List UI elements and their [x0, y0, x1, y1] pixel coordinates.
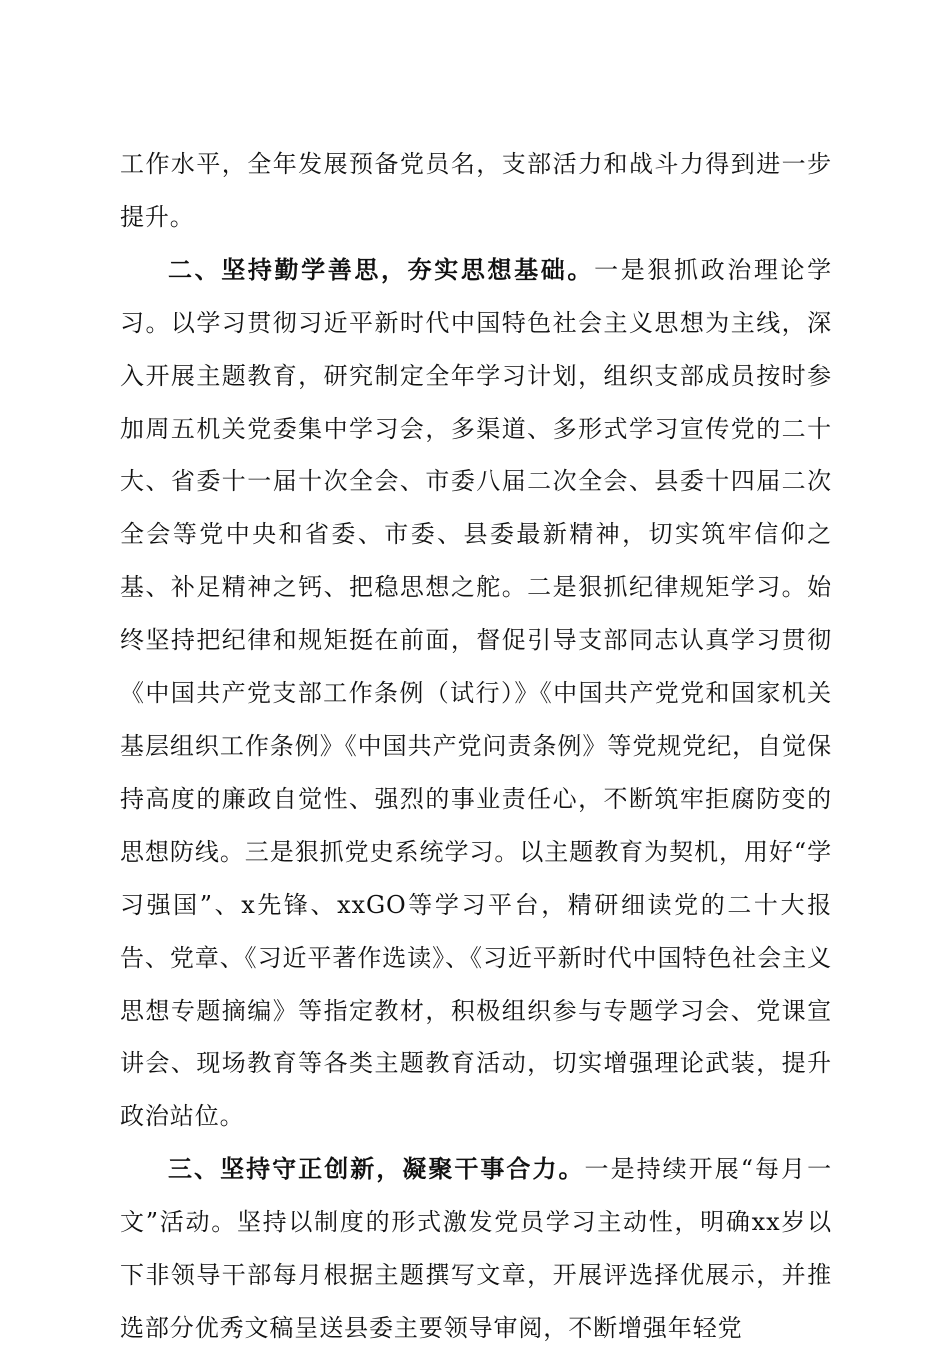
section-body-2: 一是狠抓政治理论学习。以学习贯彻习近平新时代中国特色社会主义思想为主线，深入开展主题教育，研究制定全年学习计划，组织支部成员按时参加周五机关党委集中学习会，多渠道、多形式学习宣传党的二十大、省委十一届十次全会、市委八届二次全会、县委十四届二次全会等党中央和省委、市委、县委最新精神，切实筑牢信仰之基、补足精神之钙、把稳思想之舵。二是狠抓纪律规矩学习。始终坚持把纪律和规矩挺在前面，督促引导支部同志认真学习贯彻《中国共产党支部工作条例（试行）》《中国共产党党和国家机关基层组织工作条例》《中国共产党问责条例》等党规党纪，自觉保持高度的廉政自觉性、强烈的事业责任心，不断筑牢拒腐防变的思想防线。三是狠抓党史系统学习。以主题教育为契机，用好“学习强国”、x先锋、xxGO等学习平台，精研细读党的二十大报告、党章、《习近平著作选读》、《习近平新时代中国特色社会主义思想专题摘编》等指定教材，积极组织参与专题学习会、党课宣讲会、现场教育等各类主题教育活动，切实增强理论武装，提升政治站位。 [120, 255, 832, 1131]
paragraph-innovation-section [120, 1143, 832, 1355]
paragraph-1-text: 工作水平，全年发展预备党员名，支部活力和战斗力得到进一步提升。 [120, 150, 832, 231]
section-heading-2: 二、坚持勤学善思，夯实思想基础。 [168, 255, 595, 284]
section-body-3: 一是持续开展“每月一文”活动。坚持以制度的形式激发党员学习主动性，明确xx岁以下非领导干部每月根据主题撰写文章，开展评选择优展示，并推选部分优秀文稿呈送县委主要领导审阅，不断增强年轻党 [120, 1155, 832, 1342]
paragraph-study-section [120, 244, 832, 1143]
document-body [120, 138, 832, 1355]
section-heading-3: 三、坚持守正创新，凝聚干事合力。 [168, 1155, 585, 1184]
paragraph-continuation [120, 138, 832, 244]
